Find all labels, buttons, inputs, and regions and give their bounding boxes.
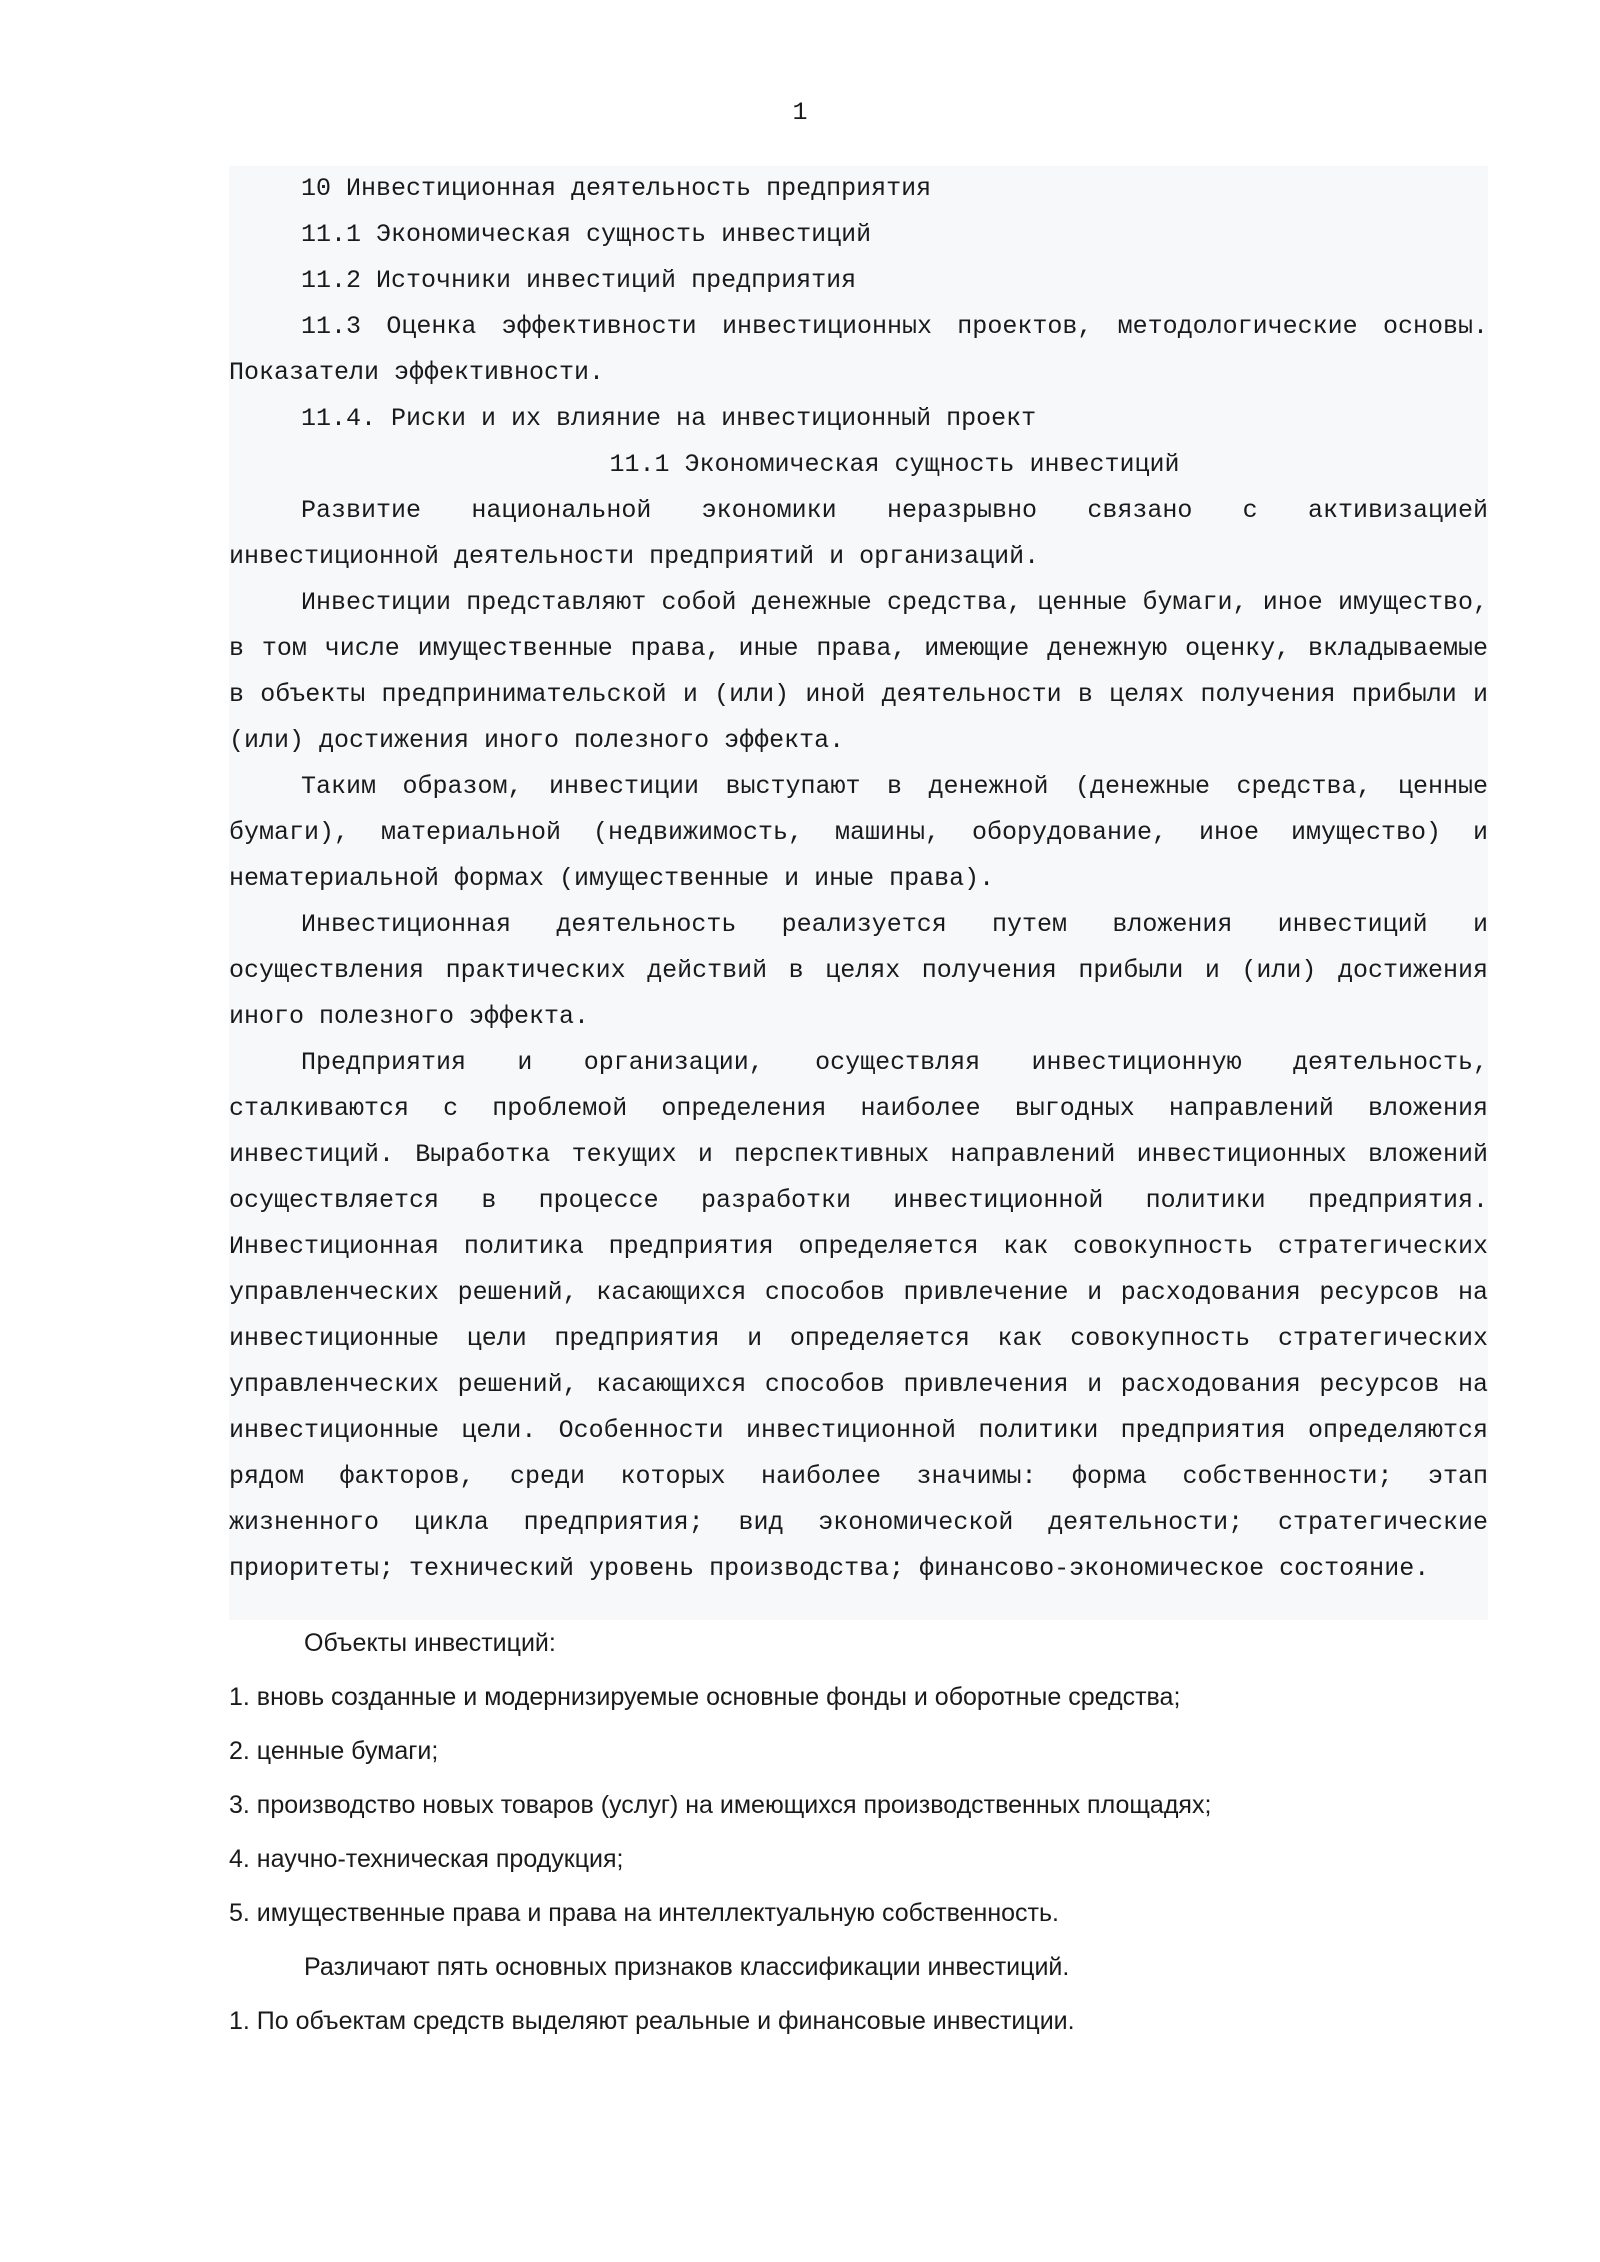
body-paragraph: Предприятия и организации, осуществляя инвестиционную деятельность, сталкиваются с проблемой определения наиболее выгодных направлений вложения инвестиций. Выработка текущих и перспективных направлений инвестиционных вложений осуществляется в процессе разработки инвестиционной политики предприятия. Инвестиционная политика предприятия определяется как совокупность стратегических управленческих решений, касающихся способов привлечение и расходования ресурсов на инвестиционные цели предприятия и определяется как совокупность стратегических управленческих решений, касающихся способов привлечения и расходования ресурсов на инвестиционные цели. Особенности инвестиционной политики предприятия определяются рядом факторов, среди которых наиболее значимы: форма собственности; этап жизненного цикла предприятия; вид экономической деятельности; стратегические приоритеты; технический уровень производства; финансово-экономическое состояние. <box>229 1048 1488 1583</box>
objects-list-item: 2. ценные бумаги; <box>229 1737 439 1765</box>
monospace-text-block <box>229 166 1488 1592</box>
classification-list-item: 1. По объектам средств выделяют реальные и финансовые инвестиции. <box>229 2007 1075 2035</box>
toc-item: 11.2 Источники инвестиций предприятия <box>301 266 857 295</box>
objects-list-item: 5. имущественные права и права на интеллектуальную собственность. <box>229 1899 1059 1927</box>
objects-list-item: 3. производство новых товаров (услуг) на имеющихся производственных площадях; <box>229 1791 1212 1819</box>
objects-list-item: 1. вновь созданные и модернизируемые основные фонды и оборотные средства; <box>229 1683 1181 1711</box>
page-number: 1 <box>792 98 808 127</box>
toc-item: 11.3 Оценка эффективности инвестиционных проектов, методологические основы. Показатели эффективности. <box>229 312 1488 387</box>
objects-list-item: 4. научно-техническая продукция; <box>229 1845 624 1873</box>
toc-item: 10 Инвестиционная деятельность предприятия <box>301 174 932 203</box>
body-paragraph: Инвестиции представляют собой денежные средства, ценные бумаги, иное имущество, в том числе имущественные права, иные права, имеющие денежную оценку, вкладываемые в объекты предпринимательской и (или) иной деятельности в целях получения прибыли и (или) достижения иного полезного эффекта. <box>229 588 1488 755</box>
sans-text-block <box>229 1625 1488 2057</box>
body-paragraph: Инвестиционная деятельность реализуется путем вложения инвестиций и осуществления практических действий в целях получения прибыли и (или) достижения иного полезного эффекта. <box>229 910 1488 1031</box>
classification-intro: Различают пять основных признаков классификации инвестиций. <box>304 1953 1070 1981</box>
body-paragraph: Развитие национальной экономики неразрывно связано с активизацией инвестиционной деятельности предприятий и организаций. <box>229 496 1488 571</box>
section-heading: 11.1 Экономическая сущность инвестиций <box>609 450 1180 479</box>
toc-item: 11.1 Экономическая сущность инвестиций <box>301 220 872 249</box>
toc-item: 11.4. Риски и их влияние на инвестиционный проект <box>301 404 1037 433</box>
objects-title: Объекты инвестиций: <box>304 1629 556 1657</box>
body-paragraph: Таким образом, инвестиции выступают в денежной (денежные средства, ценные бумаги), материальной (недвижимость, машины, оборудование, иное имущество) и нематериальной формах (имущественные и иные права). <box>229 772 1488 893</box>
